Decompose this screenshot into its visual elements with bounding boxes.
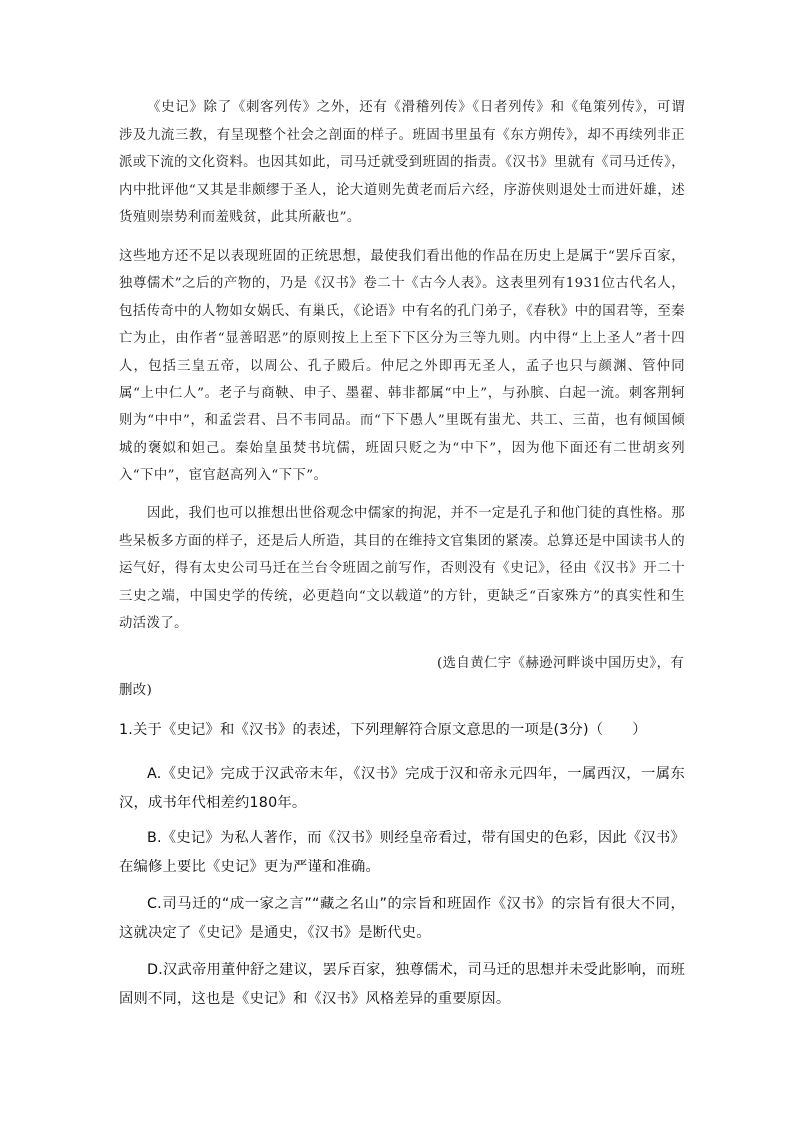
passage-paragraph-2: 这些地方还不足以表现班固的正统思想，最使我们看出他的作品在历史上是属于“罢斥百家，独尊儒术”之后的产物的，乃是《汉书》卷二十《古今人表》。这表里列有1931位古代名人，包括传奇中的人物如女娲氏、有巢氏，《论语》中有名的孔门弟子，《春秋》中的国君等，至秦亡为止，由作者“显善昭恶”的原则按上上至下下区分为三等九则。内中得“上上圣人”者十四人，包括三皇五帝，以周公、孔子殿后。仲尼之外即再无圣人，孟子也只与颜渊、管仲同属“上中仁人”。老子与商鞅、申子、墨翟、韩非都属“中上”，与孙膑、白起一流。刺客荆轲则为“中中”，和孟尝君、吕不韦同品。而“下下愚人”里既有蚩尤、共工、三苗，也有倾国倾城的褒姒和妲己。秦始皇虽焚书坑儒，班固只贬之为“中下”，因为他下面还有二世胡亥列入“下中”，宦官赵高列入“下下”。: [119, 249, 685, 484]
question-stem: 1.关于《史记》和《汉书》的表述，下列理解符合原文意思的一项是(3分)（ ）: [119, 722, 647, 738]
passage-paragraph-3: 因此，我们也可以推想出世俗观念中儒家的拘泥，并不一定是孔子和他门徒的真性格。那些呆板多方面的样子，还是后人所造，其目的在维持文官集团的紧凑。总算还是中国读书人的运气好，得有太史公司马迁在兰台令班固之前写作，否则没有《史记》，径由《汉书》开二十三史之端，中国史学的传统，必更趋向“文以载道”的方针，更缺乏“百家殊方”的真实性和生动活泼了。: [119, 506, 685, 632]
passage-source: (选自黄仁宇《赫逊河畔谈中国历史》，有删改): [119, 656, 685, 698]
option-d: D.汉武帝用董仲舒之建议，罢斥百家，独尊儒术，司马迁的思想并未受此影响，而班固则不同，这也是《史记》和《汉书》风格差异的重要原因。: [119, 962, 685, 1007]
option-c: C.司马迁的“成一家之言”“藏之名山”的宗旨和班固作《汉书》的宗旨有很大不同，这就决定了《史记》是通史，《汉书》是断代史。: [119, 896, 685, 941]
option-b: B.《史记》为私人著作，而《汉书》则经皇帝看过，带有国史的色彩，因此《汉书》在编修上要比《史记》更为严谨和准确。: [119, 830, 685, 875]
passage-paragraph-1: 《史记》除了《刺客列传》之外，还有《滑稽列传》《日者列传》和《龟策列传》，可谓涉及九流三教，有呈现整个社会之剖面的样子。班固书里虽有《东方朔传》，却不再续列非正派或下流的文化资料。也因其如此，司马迁就受到班固的指责。《汉书》里就有《司马迁传》，内中批评他“又其是非颇缪于圣人，论大道则先黄老而后六经，序游侠则退处士而进奸雄，述货殖则崇势利而羞贱贫，此其所蔽也”。: [119, 100, 685, 226]
option-a: A.《史记》完成于汉武帝末年，《汉书》完成于汉和帝永元四年，一属西汉，一属东汉，成书年代相差约180年。: [119, 766, 685, 811]
